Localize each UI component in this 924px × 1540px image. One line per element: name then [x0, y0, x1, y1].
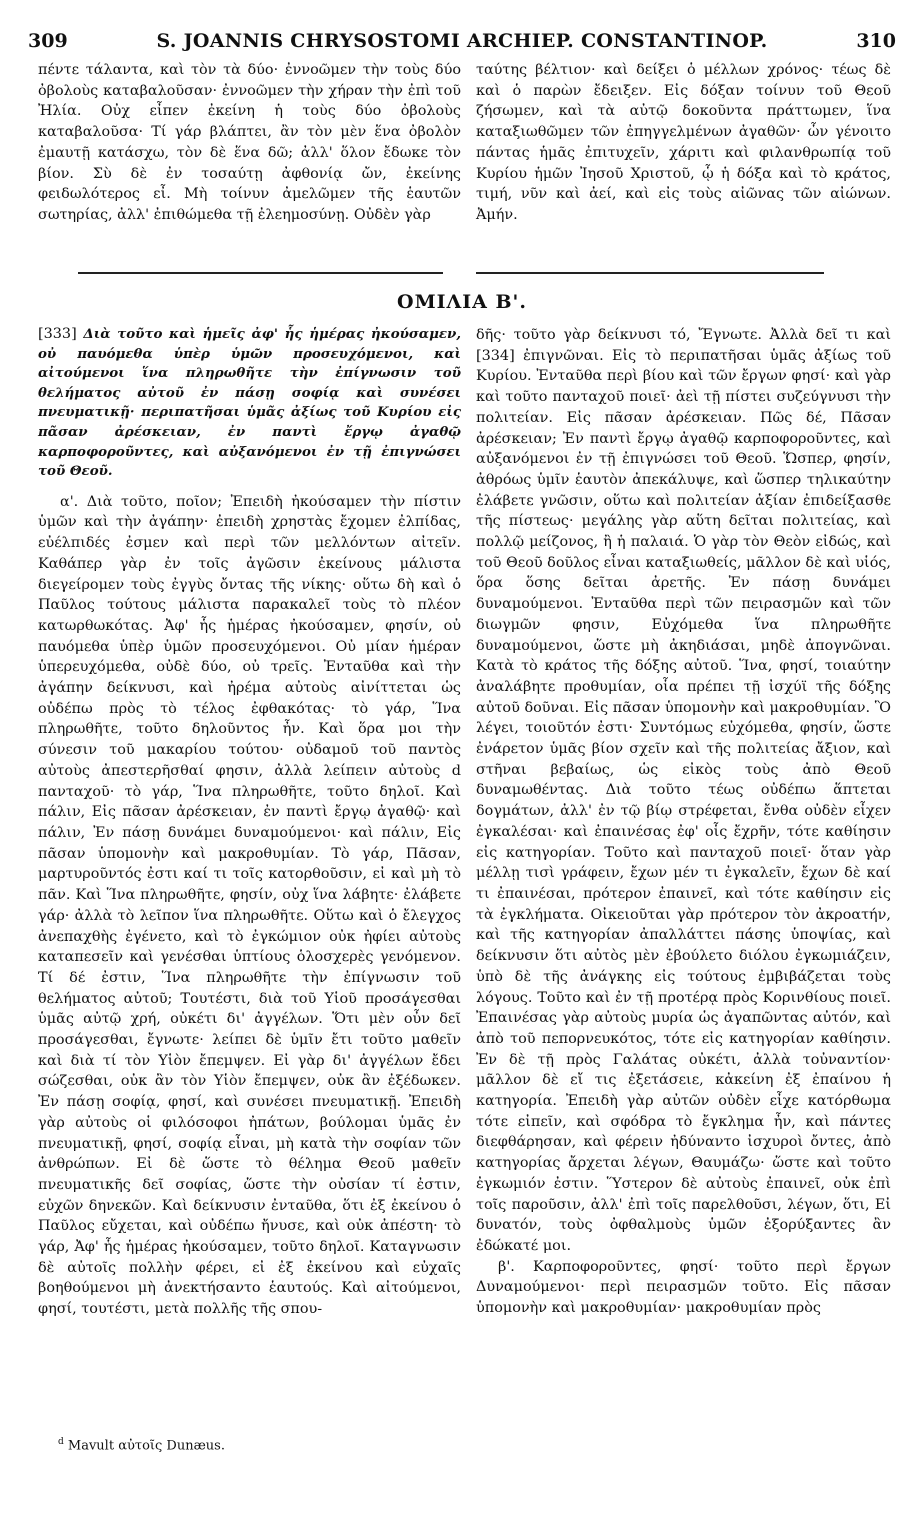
main-right-column [476, 325, 891, 1319]
homily-title: ΟΜΙΛΙΑ Β'. [397, 291, 527, 313]
commentary-right-section-b: β'. Καρποφοροῦντες, φησί· τοῦτο περὶ ἔργων Δυναμούμενοι· περὶ πειρασμῶν τοῦτο. Εἰς πᾶσαν ὑπομονὴν καὶ μακροθυμίαν· μακροθυμίαν πρὸς [476, 1258, 891, 1317]
page-number-right: 310 [856, 30, 896, 52]
main-left-column [38, 325, 461, 1320]
paragraph-gap [38, 482, 461, 492]
top-left-column [38, 60, 461, 226]
top-right-paragraph: ταύτης βέλτιον· καὶ δείξει ὁ μέλλων χρόνος· τέως δὲ καὶ ὁ παρὼν ἔδειξεν. Εἰς δόξαν τοίνυν τοῦ Θεοῦ ζήσωμεν, καὶ τὰ αὐτῷ δοκοῦντα πράττωμεν, ἵνα καταξιωθῶμεν τῶν ἐπηγγελμένων ἀγαθῶν· ὧν γένοιτο πάντας ἡμᾶς ἐπιτυχεῖν, χάριτι καὶ φιλανθρωπίᾳ τοῦ Κυρίου ἡμῶν Ἰησοῦ Χριστοῦ, ᾧ ἡ δόξα καὶ τὸ κράτος, τιμή, νῦν καὶ ἀεί, καὶ εἰς τοὺς αἰῶνας τῶν αἰώνων. Ἀμήν. [476, 62, 891, 223]
scripture-page-ref: [333] [38, 326, 77, 342]
scripture-text: Διὰ τοῦτο καὶ ἡμεῖς ἀφ' ἧς ἡμέρας ἠκούσαμεν, οὐ παυόμεθα ὑπὲρ ὑμῶν προσευχόμενοι, καὶ αἰτούμενοι ἵνα πληρωθῆτε τὴν ἐπίγνωσιν τοῦ θελήματος αὐτοῦ ἐν πάσῃ σοφίᾳ καὶ συνέσει πνευματικῇ· περιπατῆσαι ὑμᾶς ἀξίως τοῦ Κυρίου εἰς πᾶσαν ἀρέσκειαν, ἐν παντὶ ἔργῳ ἀγαθῷ καρποφοροῦντες, καὶ αὐξανόμενοι ἐν τῇ ἐπιγνώσει τοῦ Θεοῦ. [38, 326, 461, 480]
commentary-left: α'. Διὰ τοῦτο, ποῖον; Ἐπειδὴ ἠκούσαμεν τὴν πίστιν ὑμῶν καὶ τὴν ἀγάπην· ἐπειδὴ χρηστὰς ἔχομεν ἐλπίδας, εὐέλπιδές ἐσμεν καὶ περὶ τῶν μελλόντων αἰτεῖν. Καθάπερ γὰρ ἐν τοῖς ἀγῶσιν ἐκείνους μάλιστα διεγείρομεν τοὺς ἐγγὺς ὄντας τῆς νίκης· οὕτω δὴ καὶ ὁ Παῦλος τούτους μάλιστα παρακαλεῖ τοὺς τὸ πλέον κατωρθωκότας. Ἀφ' ἧς ἡμέρας ἠκούσαμεν, φησίν, οὐ παυόμεθα ὑπὲρ ὑμῶν προσευχόμενοι. Οὐ μίαν ἡμέραν ὑπερευχόμεθα, οὐδὲ δύο, οὐ τρεῖς. Ἐνταῦθα καὶ τὴν ἀγάπην δείκνυσι, καὶ ἠρέμα αὐτοὺς αἰνίττεται ὡς οὐδέπω πρὸς τὸ τέλος ἐφθακότας· τὸ γάρ, Ἵνα πληρωθῆτε, τοῦτο δηλοῦντος ἦν. Καὶ ὅρα μοι τὴν σύνεσιν τοῦ μακαρίου τούτου· οὐδαμοῦ τοῦ παντὸς αὐτοὺς ἀπεστερῆσθαί φησιν, ἀλλὰ λείπειν αὐτοὺς d πανταχοῦ· τὸ γάρ, Ἵνα πληρωθῆτε, τοῦτο δηλοῖ. Καὶ πάλιν, Εἰς πᾶσαν ἀρέσκειαν, ἐν παντὶ ἔργῳ ἀγαθῷ· καὶ πάλιν, Ἐν πάσῃ δυνάμει δυναμούμενοι· καὶ πάλιν, Εἰς πᾶσαν ὑπομονὴν καὶ μακροθυμίαν. Τὸ γάρ, Πᾶσαν, μαρτυροῦντός ἐστι καί τι τοῖς κατορθοῦσιν, εἰ καὶ μὴ τὸ πᾶν. Καὶ Ἵνα πληρωθῆτε, φησίν, οὐχ ἵνα λάβητε· ἐλάβετε γάρ· ἀλλὰ τὸ λεῖπον ἵνα πληρωθῆτε. Οὕτω καὶ ὁ ἔλεγχος ἀνεπαχθὴς ἐγένετο, καὶ τὸ ἐγκώμιον οὐκ ἠφίει αὐτοὺς καταπεσεῖν καὶ γενέσθαι ὑπτίους ὁλοσχερὲς γενόμενον. Τί δέ ἐστιν, Ἵνα πληρωθῆτε τὴν ἐπίγνωσιν τοῦ θελήματος αὐτοῦ; Τουτέστι, διὰ τοῦ Υἱοῦ προσάγεσθαι ὑμᾶς αὐτῷ χρή, οὐκέτι δι' ἀγγέλων. Ὅτι μὲν οὖν δεῖ προσάγεσθαι, ἔγνωτε· λείπει δὲ ὑμῖν ἔτι τοῦτο μαθεῖν καὶ διὰ τί τὸν Υἱὸν ἔπεμψεν. Εἰ γὰρ δι' ἀγγέλων ἔδει σώζεσθαι, οὐκ ἂν τὸν Υἱὸν ἔπεμψεν, οὐκ ἂν ἐξέδωκεν. Ἐν πάσῃ σοφίᾳ, φησί, καὶ συνέσει πνευματικῇ. Ἐπειδὴ γὰρ αὐτοὺς οἱ φιλόσοφοι ἠπάτων, βούλομαι ὑμᾶς ἐν πνευματικῇ, φησί, σοφίᾳ εἶναι, μὴ κατὰ τὴν σοφίαν τῶν ἀνθρώπων. Εἰ δὲ ὥστε τὸ θέλημα Θεοῦ μαθεῖν πνευματικῆς δεῖ σοφίας, ὥστε τὴν οὐσίαν τί ἐστιν, εὐχῶν δηνεκῶν. Καὶ δείκνυσιν ἐνταῦθα, ὅτι ἐξ ἐκείνου ὁ Παῦλος εὔχεται, καὶ οὐδέπω ἤνυσε, καὶ οὐκ ἀπέστη· τὸ γάρ, Ἀφ' ἧς ἡμέρας ἠκούσαμεν, τοῦτο δηλοῖ. Καταγνωσιν δὲ αὐτοῖς πολλὴν φέρει, εἰ ἐξ ἐκείνου καὶ εὐχαῖς βοηθούμενοι μὴ ἀνεκτήσαντο ἑαυτούς. Καὶ αἰτούμενοι, φησί, τουτέστι, μετὰ πολλῆς τῆς σπου- [38, 493, 461, 1318]
top-left-paragraph: πέντε τάλαντα, καὶ τὸν τὰ δύο· ἐννοῶμεν τὴν τοὺς δύο ὀβολοὺς καταβαλοῦσαν· ἐννοῶμεν τὴν χήραν τὴν ἐπὶ τοῦ Ἠλία. Οὐχ εἶπεν ἐκείνη ἡ τοὺς δύο ὀβολοὺς καταβαλοῦσα· Τί γάρ βλάπτει, ἂν τὸν μὲν ἕνα ὀβολὸν ἐμαυτῇ κατάσχω, τὸν δὲ ἕνα δῶ; ἀλλ' ὅλον ἔδωκε τὸν βίον. Σὺ δὲ ἐν τοσαύτῃ ἀφθονίᾳ ὤν, ἐκείνης φειδωλότερος εἶ. Μὴ τοίνυν ἀμελῶμεν τῆς ἑαυτῶν σωτηρίας, ἀλλ' ἐπιθώμεθα τῇ ἐλεημοσύνῃ. Οὐδὲν γὰρ [38, 62, 461, 223]
running-title: S. JOANNIS CHRYSOSTOMI ARCHIEP. CONSTANTINOP. [156, 30, 768, 52]
page-number-left: 309 [28, 30, 68, 52]
commentary-right: δῆς· τοῦτο γὰρ δείκνυσι τό, Ἔγνωτε. Ἀλλὰ δεῖ τι καὶ [334] ἐπιγνῶναι. Εἰς τὸ περιπατῆσαι ὑμᾶς ἀξίως τοῦ Κυρίου. Ἐνταῦθα περὶ βίου καὶ τῶν ἔργων φησί· καὶ γὰρ καὶ τοῦτο πανταχοῦ ποιεῖ· ἀεὶ τῇ πίστει συζεύγνυσι τὴν πολιτείαν. Εἰς πᾶσαν ἀρέσκειαν. Πῶς δέ, Πᾶσαν ἀρέσκειαν; Ἐν παντὶ ἔργῳ ἀγαθῷ καρποφοροῦντες, καὶ αὐξανόμενοι ἐν τῇ ἐπιγνώσει τοῦ Θεοῦ. Ὥσπερ, φησίν, ἀθρόως ὑμῖν ἑαυτὸν ἀπεκάλυψε, καὶ ὥσπερ τηλικαύτην ἐλάβετε γνῶσιν, οὕτω καὶ πολιτείαν ἀξίαν ἐπιδείξασθε τῆς πίστεως· μεγάλης γὰρ αὕτη δεῖται πολιτείας, καὶ πολλῷ μείζονος, ἢ ἡ παλαιά. Ὁ γὰρ τὸν Θεὸν εἰδώς, καὶ τοῦ Θεοῦ δοῦλος εἶναι καταξιωθείς, μᾶλλον δὲ καὶ υἱός, ὅρα ὅσης δεῖται ἀρετῆς. Ἐν πάσῃ δυνάμει δυναμούμενοι. Ἐνταῦθα περὶ τῶν πειρασμῶν καὶ τῶν διωγμῶν φησιν, Εὐχόμεθα ἵνα πληρωθῆτε δυναμούμενοι, ὥστε μὴ ἀκηδιάσαι, μηδὲ ἀπογνῶναι. Κατὰ τὸ κράτος τῆς δόξης αὐτοῦ. Ἵνα, φησί, τοιαύτην ἀναλάβητε προθυμίαν, οἷα πρέπει τῇ ἰσχύϊ τῆς δόξης αὐτοῦ δοῦναι. Εἰς πᾶσαν ὑπομονὴν καὶ μακροθυμίαν. Ὃ λέγει, τοιοῦτόν ἐστι· Συντόμως εὐχόμεθα, φησίν, ὥστε ἐνάρετον ὑμᾶς βίον σχεῖν καὶ τῆς πολιτείας ἄξιον, καὶ στῆναι βεβαίως, ὡς εἰκὸς τοὺς ἀπὸ Θεοῦ δυναμωθέντας. Διὰ τοῦτο τέως οὐδέπω ἅπτεται δογμάτων, ἀλλ' ἐν τῷ βίῳ στρέφεται, ἔνθα οὐδὲν εἶχεν ἐγκαλέσαι· καὶ ἐπαινέσας ἐφ' οἷς ἔχρῆν, τότε καθίησιν εἰς κατηγορίαν. Τοῦτο καὶ πανταχοῦ ποιεῖ· ὅταν γὰρ μέλλῃ τισὶ γράφειν, ἔχων μέν τι ἐγκαλεῖν, ἔχων δὲ καί τι ἐπαινέσαι, πρότερον ἐπαινεῖ, καὶ τότε καθίησιν εἰς τὰ ἐγκλήματα. Οἰκειοῦται γὰρ πρότερον τὸν ἀκροατήν, καὶ τῆς κατηγορίαν ἀπαλλάττει πάσης ὑποψίας, καὶ δείκνυσιν ὅτι αὐτὸς μὲν ἐβούλετο διόλου ἐγκωμιάζειν, ὑπὸ δὲ τῆς ἀνάγκης εἰς τούτους ἐμβιβάζεται τοὺς λόγους. Τοῦτο καὶ ἐν τῇ προτέρᾳ πρὸς Κορινθίους ποιεῖ. Ἐπαινέσας γὰρ αὐτοὺς μυρία ὡς ἀγαπῶντας αὐτόν, καὶ ἀπὸ τοῦ πεπορνευκότος, τότε εἰς κατηγορίαν καθίησιν. Ἐν δὲ τῇ πρὸς Γαλάτας οὐκέτι, ἀλλὰ τοὐναντίον· μᾶλλον δὲ εἴ τις ἐξετάσειε, κἀκείνη ἐξ ἐπαίνου ἡ κατηγορία. Ἐπειδὴ γὰρ αὐτῶν οὐδὲν εἶχε κατόρθωμα τότε εἰπεῖν, καὶ σφόδρα τὸ ἔγκλημα ἦν, καὶ πάντες διεφθάρησαν, καὶ φέρειν ἠδύναντο ἰσχυροὶ ὄντες, ἀπὸ κατηγορίας ἄρχεται λέγων, Θαυμάζω· ὥστε καὶ τοῦτο ἐγκωμιόν ἐστιν. Ὕστερον δὲ αὐτοὺς ἐπαινεῖ, οὐκ ἐπὶ τοῖς παροῦσιν, ἀλλ' ἐπὶ τοῖς παρελθοῦσι, λέγων, ὅτι, Εἰ δυνατόν, τοὺς ὀφθαλμοὺς ὑμῶν ἐξορύξαντες ἂν ἐδώκατέ μοι. [476, 327, 892, 1254]
footnote [58, 1437, 225, 1453]
footnote-text: Mavult αὐτοῖς Dunæus. [67, 1438, 225, 1454]
top-right-column [476, 60, 891, 226]
running-header [28, 30, 896, 54]
divider-rule-right [476, 272, 824, 274]
footnote-mark: d [58, 1437, 64, 1447]
divider-rule-left [78, 272, 443, 274]
scripture-passage [38, 325, 461, 482]
